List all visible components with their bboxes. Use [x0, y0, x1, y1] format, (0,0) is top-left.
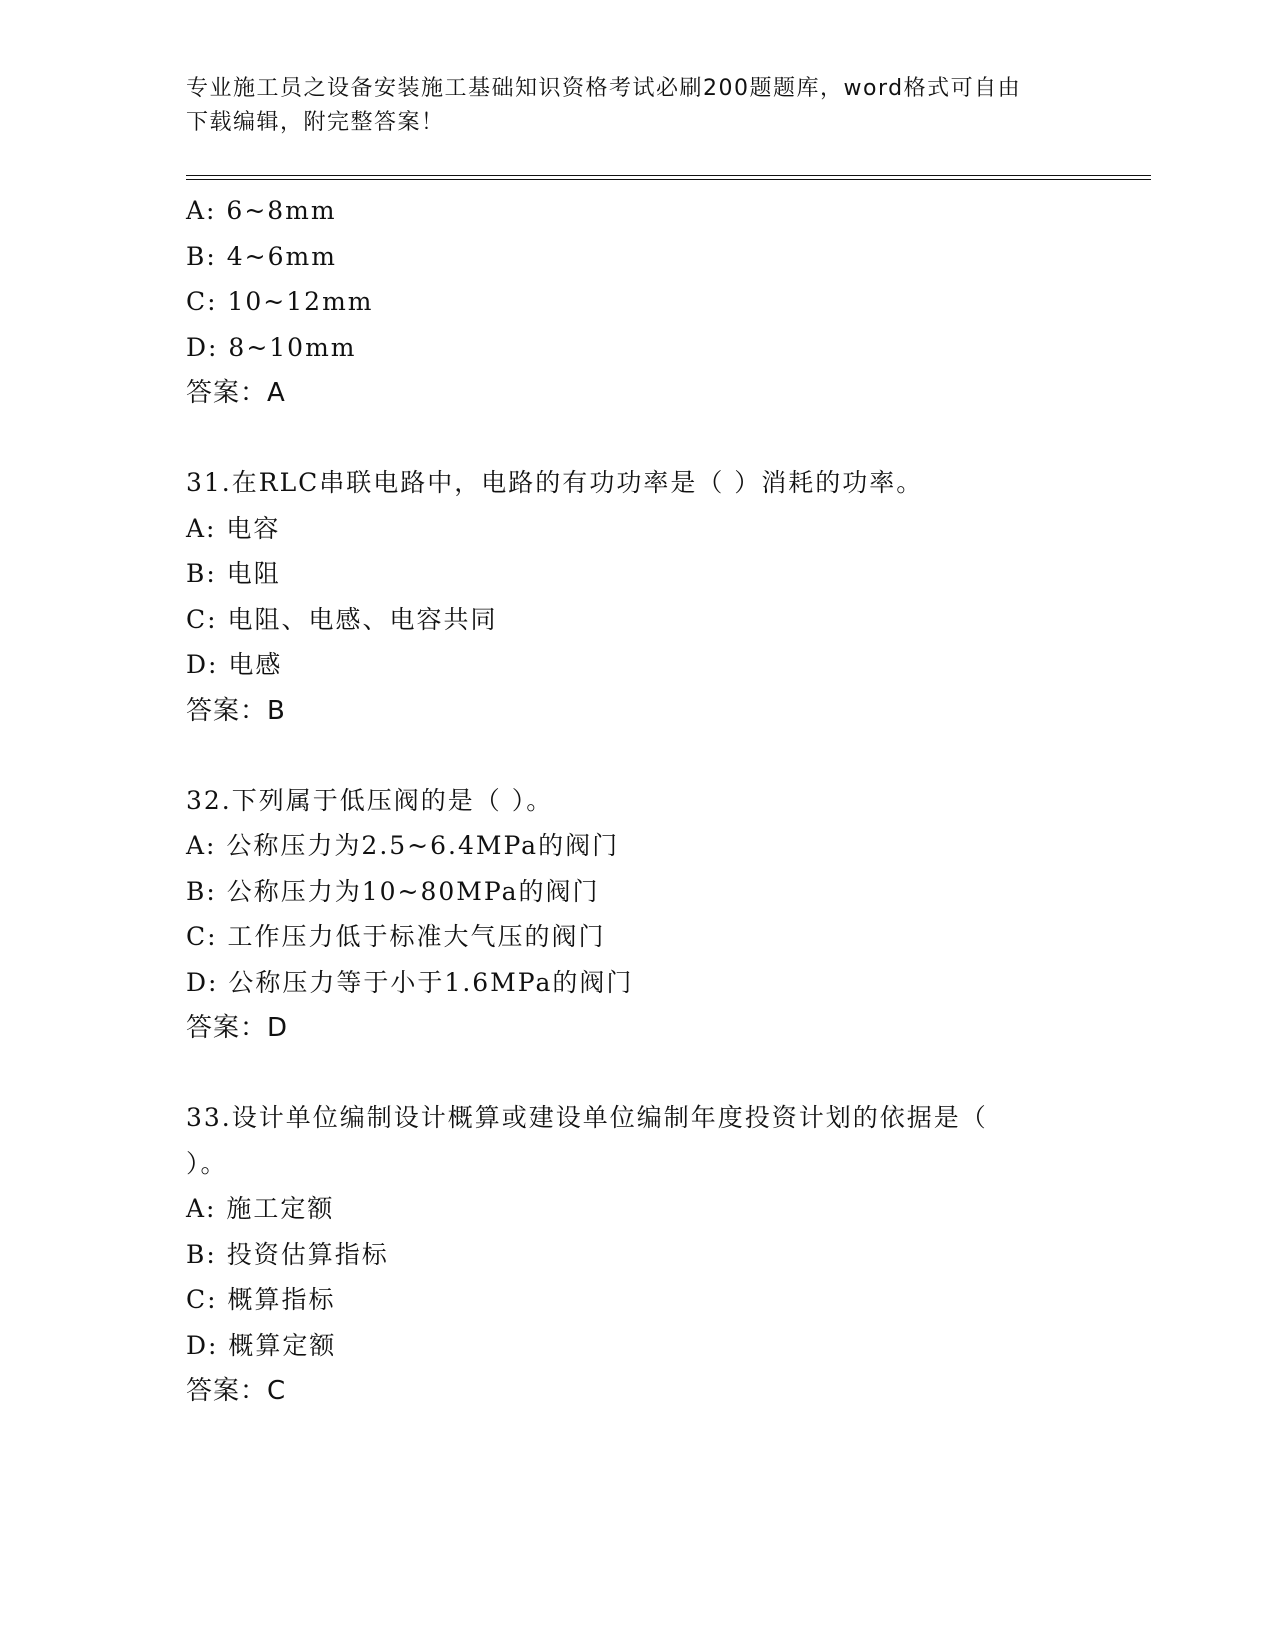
option-a: A: 公称压力为2.5~6.4MPa的阀门	[186, 831, 620, 860]
option-c: C: 10~12mm	[186, 287, 374, 316]
option-d: D: 8~10mm	[186, 332, 357, 362]
question-31	[186, 460, 1146, 734]
option-a: A: 施工定额	[186, 1194, 335, 1223]
header-divider	[186, 175, 1151, 180]
answer-line: 答案：A	[186, 378, 286, 408]
answer-line: 答案：B	[186, 695, 286, 726]
header-line-2: 下载编辑，附完整答案！	[186, 110, 445, 135]
question-32	[186, 778, 1146, 1052]
question-text-line-1: 33.设计单位编制设计概算或建设单位编制年度投资计划的依据是（	[186, 1103, 988, 1132]
question-30-tail	[186, 188, 1146, 416]
document-header	[186, 72, 1066, 140]
spacer	[186, 1051, 1146, 1095]
answer-line: 答案：C	[186, 1376, 287, 1406]
option-a: A: 6~8mm	[186, 196, 337, 225]
option-a: A: 电容	[186, 513, 281, 543]
option-b: B: 电阻	[186, 559, 281, 588]
question-text: 31.在RLC串联电路中，电路的有功功率是（ ）消耗的功率。	[186, 468, 924, 497]
question-text: 32.下列属于低压阀的是（ ）。	[186, 785, 554, 815]
question-list	[186, 188, 1146, 1414]
spacer	[186, 416, 1146, 460]
question-text-line-2: ）。	[186, 1148, 228, 1178]
option-b: B: 4~6mm	[186, 241, 337, 271]
option-b: B: 公称压力为10~80MPa的阀门	[186, 876, 600, 906]
option-d: D: 电感	[186, 650, 283, 679]
header-line-1: 专业施工员之设备安装施工基础知识资格考试必刷200题题库，word格式可自由	[186, 76, 1022, 101]
option-d: D: 公称压力等于小于1.6MPa的阀门	[186, 967, 634, 997]
answer-line: 答案：D	[186, 1013, 289, 1043]
option-c: C: 电阻、电感、电容共同	[186, 604, 498, 634]
option-c: C: 工作压力低于标准大气压的阀门	[186, 922, 606, 951]
spacer	[186, 734, 1146, 778]
option-b: B: 投资估算指标	[186, 1239, 389, 1269]
option-c: C: 概算指标	[186, 1285, 336, 1314]
option-d: D: 概算定额	[186, 1330, 337, 1360]
question-33	[186, 1095, 1146, 1414]
